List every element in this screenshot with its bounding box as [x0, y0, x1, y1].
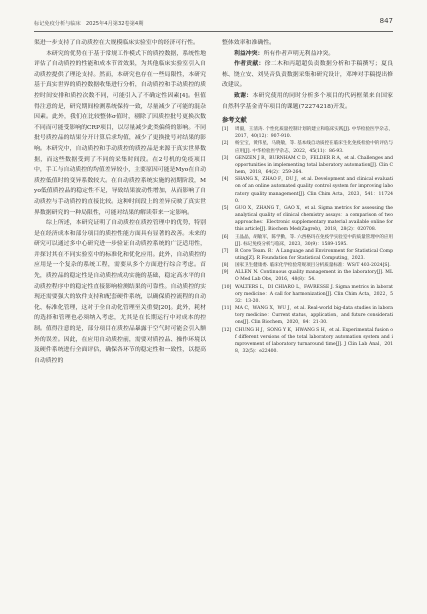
reference-item: [222, 176, 393, 205]
left-column: [34, 38, 206, 366]
reference-number: [6]: [222, 234, 229, 240]
paragraph-continuation: 渠进一步支持了自动质控在大规模临床实验室中的经济可行性。: [34, 40, 199, 46]
reference-text: R Core Team. R：A Language and Environment for Statistical Computing[Z]. R Foundation for Statistical Computing，2023.: [235, 248, 393, 261]
paragraph-continuation-right: 整体效率和准确性。: [222, 40, 276, 46]
reference-text: 国家卫生健康委. 临床化学检验常规项目分析质量标准：WS/T 403-2024[S].: [235, 263, 391, 269]
reference-text: CHUNG H J，SONG Y K，HWANG S H，et al. Experimental fusion of different versions of the total laboratory automation system and improvement of laboratory turnaround time[J]. J Clin Lab Anal，2018，32(5)：e22400.: [235, 327, 393, 354]
reference-text: WALTERS L，DI CHIARO L，FAVRESSE J. Sigma metrics in laboratory medicine：A call for harmonization[J]. Clin Chim Acta，2022，532：13-20.: [235, 284, 393, 304]
reference-number: [8]: [222, 263, 229, 269]
right-column: [222, 38, 393, 355]
author-contributions: [222, 59, 393, 91]
reference-text: 王晶晶，胡敏军，陈学勤，等. 六西格玛在免疫学实验室中的质量管理中的应用[J]. 标记免疫分析与临床，2023，30(9)：1589-1595.: [235, 234, 393, 247]
reference-text: GENZEN J R，BURNHAM C D，FELDER R A，et al. Challenges and opportunities in implementing total laboratory automation[J]. Clin Chem，2018，64(2)：259-264.: [235, 155, 393, 176]
paragraph-limitations: 本研究的优势在于基于常规工作模式下的质控数据，系统性地评估了自动质控的性能和成本节省效果，为其他临床实验室引入自动质控提供了理论支持。然而，本研究也存在一些局限性，本研究基于真实世界的质控数据收集进行分析，自动质控和手动质控的质控时间安排和质控次数不同，可能引入了不确定性因素[4]。但值得注意的是，研究期间检测系统保持一致，尽量减少了可能的混杂因素。此外，我们在比较整体σ值时，剔除了因质控批号更换次数不同而可能受影响的CRP项目，以尽量减少此类偏倚的影响。不同批号质控品的结果分开计算后求均值，减少了更换批号对结果的影响。本研究中，自动质控和手动质控的质控品是来源于真实世界数据，而这些数据受到了不同的采集时间段。在2号机的免疫项目中，手工与自动质控的均值差异较小，主要原因可能是Myo在自动质控低值时的变异系数较大。在自动质控系统实施的初期阶段，Myo低值质控品的稳定性不足，导致结果波动性增加，从而影响了自动质控与手动质控的直接比较。这种时间段上的差异反映了真实世界数据研究的一种局限性，可能对结果的解读带来一定影响。: [34, 50, 206, 216]
references-title: 参考文献: [222, 117, 247, 125]
reference-text: SHANG X，ZHAO F，DU J，et al. Development and clinical evaluation of an online automated quality control system for improving laboratory quality management[J]. Clin Chim Acta，2023，541：117240.: [235, 177, 393, 204]
funding-text: 本研究使用的同时分析多个项目的代码框架来自国家自然科学基金青年项目的课题(72274218)开发。: [222, 92, 394, 110]
reference-item: [222, 248, 393, 262]
reference-text: MA C，WANG X，WU J，et al. Real-world big-data studies in laboratory medicine：Current status，application，and future considerations[J]. Clin Biochem，2020，84：21-30.: [235, 306, 393, 326]
reference-list: [222, 126, 393, 355]
page-number: 847: [379, 17, 393, 25]
reference-item: [222, 327, 393, 356]
reference-item: [222, 269, 393, 283]
reference-item: [222, 155, 393, 176]
funding-label: 致谢：: [234, 92, 253, 99]
reference-item: [222, 234, 393, 248]
reference-item: [222, 284, 393, 305]
acknowledgement: [222, 91, 393, 112]
paragraph-conclusion: 综上所述，本研究证明了自动质控在质控管理中的优势，特别是在经济成本和部分项目的质控性能方面具有显著的改善。未来的研究可以通过多中心研究进一步验证自动质控系统的广泛适用性，并探讨其在不同实验室中的标准化和优化应用。此外，自动质控的应用是一个复杂的系统工程，需要从多个方面进行综合考虑。首先，质控品的稳定性是自动质控成功实施的基础，稳定高水平的自动质控程序中的稳定性直接影响检测结果的可靠性。自动质控的实现还需要强大的软件支持和配套硬件系统，以确保质控流程的自动化、标准化管理，这对于全自动化管理至关重要[20]。此外，耗材的选择和管理也必须纳入考虑，尤其是在长期运行中对成本的控制。值得注意的是，部分项目在质控品暴露于空气时可能会引入额外的误差。因此，在应用自动质控前，需要对质控品、操作环境以及硬件系统进行全面评估，确保各环节的稳定性和一致性，以提高自动质控的: [34, 220, 206, 364]
reference-item: [222, 205, 393, 234]
reference-number: [7]: [222, 248, 229, 254]
reference-item: [222, 126, 393, 140]
reference-number: [4]: [222, 177, 229, 183]
reference-number: [10]: [222, 284, 232, 290]
reference-number: [3]: [222, 155, 229, 161]
contrib-text: 徐二木和丙超超负责数据分析和手稿撰写；夏良栋、饶立安、刘昊音负责数据采集和研究设计，邓坤对手稿提出修改建议。: [222, 61, 394, 89]
reference-item: [222, 305, 393, 326]
contrib-label: 作者贡献：: [234, 61, 265, 68]
reference-item: [222, 262, 393, 269]
reference-text: GUO X，ZHANG T，GAO X，et al. Sigma metrics for assessing the analytical quality of clinical chemistry assays：a comparison of two approaches：Electronic supplementary material available online for this article[J]. Biochem Med(Zagreb)，2018，28(2)：020708.: [235, 205, 393, 233]
reference-text: ALLEN N. Continuous quality management in the laboratory[J]. MLO Med Lab Obs，2016，48(8)：54.: [235, 270, 393, 283]
conflict-of-interest: [222, 49, 393, 60]
reference-number: [5]: [222, 205, 229, 211]
header-rule: [34, 31, 393, 32]
journal-header: 标记免疫分析与临床 2025年4月第32卷第4期: [34, 21, 144, 27]
reference-text: 周毅，王清涛. 个性化质量控制计划的建立和临床实践[J]. 中华检验医学杂志，2017，40(12)：907-910.: [235, 127, 393, 140]
conflict-text: 所有作者声明无利益冲突。: [263, 50, 335, 57]
reference-text: 杨宝宝，黄伟星，马晓敏，等. 基本线自动质控在临床生化免疫检验中的评估与应用[J]. 中华检验医学杂志，2022，45(11)：86-93.: [235, 141, 393, 154]
reference-number: [1]: [222, 127, 229, 133]
reference-number: [12]: [222, 327, 232, 333]
reference-item: [222, 140, 393, 154]
reference-number: [9]: [222, 270, 229, 276]
reference-number: [11]: [222, 306, 232, 312]
reference-number: [2]: [222, 141, 229, 147]
conflict-label: 利益冲突：: [234, 50, 264, 57]
